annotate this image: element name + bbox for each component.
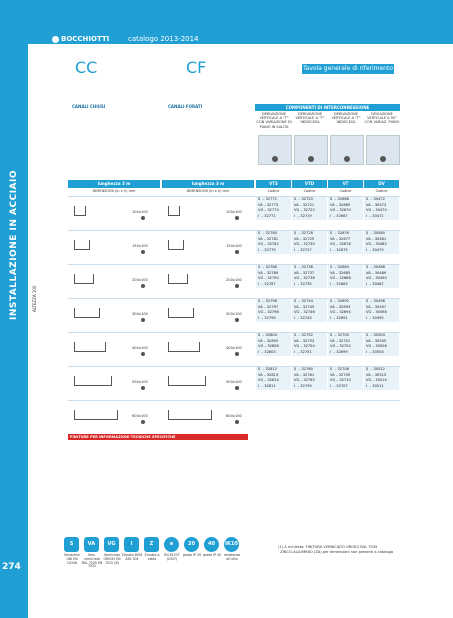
cert-icon xyxy=(141,250,145,254)
finish-badge: I xyxy=(124,537,139,552)
code-cell-vts: S – 32788 VA – 32789 VG – 32790 I – 32787 xyxy=(258,265,279,286)
finish-badge: Z xyxy=(144,537,159,552)
col-header-lunghezza-cc: lunghezza 3 m xyxy=(68,180,160,188)
code-cell-vt: S – 32708 VA – 32709 VG – 32710 I – 32707 xyxy=(330,367,351,388)
dim-cf: 600x100 xyxy=(226,414,242,418)
dim-cf: 500x100 xyxy=(226,380,242,384)
code-cell-vts: S – 32812 VA – 32813 VG – 32814 I – 32811 xyxy=(258,367,279,388)
derivation-label: DERIVAZIONE VERTICALE A "T" CON VARIAZIONE DI PIANO IN SALITA xyxy=(256,112,292,129)
code-cell-dv: S – 30512 VA – 30513 VG – 30514 I – 30511 xyxy=(366,367,387,388)
channel-cf-drawing xyxy=(168,308,194,318)
sub-header-codice: Codice xyxy=(339,189,352,193)
catalog-label: catalogo 2013-2014 xyxy=(128,35,199,43)
bottom-note: (1) A richiesta: FINITURA VERNICIATO GRIGIO RAL 7035 ZINCO-ALLUMINIO (ZA) per dimensioni non presenti a catalogo xyxy=(278,545,394,554)
channel-cc-drawing xyxy=(74,376,112,386)
cert-icon xyxy=(235,216,239,220)
channel-cf-drawing xyxy=(168,274,188,284)
code-cell-vtd: S – 32720 VA – 32721 VG – 32722 I – 32719 xyxy=(294,197,315,218)
cert-icon xyxy=(235,250,239,254)
col-header-lunghezza-cf: lunghezza 3 m xyxy=(162,180,254,188)
channel-cf-drawing xyxy=(168,240,184,250)
cert-icon xyxy=(308,156,314,162)
cert-icon xyxy=(272,156,278,162)
cert-icon xyxy=(141,420,145,424)
cert-icon xyxy=(235,420,239,424)
code-cell-vts: S – 32780 VA – 32781 VG – 32782 I – 32779 xyxy=(258,231,279,252)
derivation-label: DERIVAZIONE VERTICALE A "T" INDISCESA xyxy=(331,112,361,125)
tavola-button[interactable]: Tavola generale di riferimento xyxy=(302,65,394,72)
finish-label: Verniciato GRIGIO EN 7032 (B) xyxy=(103,553,121,565)
code-cell-dv: S – 30472 VA – 30473 VG – 30474 I – 30471 xyxy=(366,197,387,218)
code-cell-vtd: S – 32752 VA – 32753 VG – 32754 I – 32751 xyxy=(294,333,315,354)
code-cell-vtd: S – 32736 VA – 32737 VG – 32738 I – 32735 xyxy=(294,265,315,286)
finish-label: grado IP 20 xyxy=(182,553,202,557)
code-cell-vtd: S – 32760 VA – 32761 VG – 32762 I – 32759 xyxy=(294,367,315,388)
sub-header-codice: Codice xyxy=(375,189,388,193)
brand-icon xyxy=(52,36,59,43)
channel-cc-drawing xyxy=(74,206,86,216)
code-cell-vtd: S – 32728 VA – 32729 VG – 32730 I – 32727 xyxy=(294,231,315,252)
finiture-footnote: FINITURE PER INFORMAZIONI TECNICHE SPECIFICHE xyxy=(68,434,248,440)
finish-badge: VA xyxy=(84,537,99,552)
channel-cf-drawing xyxy=(168,206,180,216)
cert-icon xyxy=(344,156,350,162)
dim-cf: 150x100 xyxy=(226,244,242,248)
cert-icon xyxy=(380,156,386,162)
derivation-image xyxy=(294,135,328,165)
finish-badge: ⊕ xyxy=(164,537,179,552)
dim-cf: 200x100 xyxy=(226,278,242,282)
derivation-label: DEVIAZIONE VERTICALE A 90° CON VARIAZ. PIANO xyxy=(364,112,400,125)
channel-cc-drawing xyxy=(74,342,106,352)
code-cell-vt: S – 32684 VA – 32685 VG – 32686 I – 32683 xyxy=(330,265,351,286)
code-cell-dv: S – 30496 VA – 30497 VG – 30498 I – 30495 xyxy=(366,299,387,320)
sub-header-codice: Codice xyxy=(303,189,316,193)
sub-header-codice: Codice xyxy=(267,189,280,193)
dim-cc: 100x100 xyxy=(132,210,148,214)
finish-label: Vern. verniciato RAL 7035 EN 7032 xyxy=(81,553,103,569)
channel-cc-drawing xyxy=(74,274,94,284)
code-cell-vt: S – 32692 VA – 32693 VG – 32694 I – 32691 xyxy=(330,299,351,320)
finish-badge: VG xyxy=(104,537,119,552)
page-number: 274 xyxy=(2,562,21,572)
cert-icon xyxy=(141,352,145,356)
sub-header-dim-cf: DIMENSIONI (In x h) mm xyxy=(186,189,230,193)
dim-cc: 200x100 xyxy=(132,278,148,282)
dim-cf: 300x100 xyxy=(226,312,242,316)
channel-cf-drawing xyxy=(168,410,212,420)
cert-icon xyxy=(141,216,145,220)
finish-label: EN 61537 (2007) xyxy=(164,553,180,561)
dim-cc: 500x100 xyxy=(132,380,148,384)
finish-badge: IK10 xyxy=(224,537,239,552)
col-header-vt: VT xyxy=(328,180,363,188)
code-cf-title: CF xyxy=(186,58,207,77)
code-cell-vts: S – 32804 VA – 32805 VG – 32806 I – 32803 xyxy=(258,333,279,354)
finish-badge: 40 xyxy=(204,537,219,552)
finish-label: Zincato a caldo xyxy=(144,553,160,561)
finish-badge: 20 xyxy=(184,537,199,552)
code-cell-dv: S – 30480 VA – 30481 VG – 30482 I – 30479 xyxy=(366,231,387,252)
code-cell-vtd: S – 32744 VA – 32745 VG – 32746 I – 32743 xyxy=(294,299,315,320)
cert-icon xyxy=(141,284,145,288)
channel-cc-drawing xyxy=(74,308,100,318)
sidebar xyxy=(0,0,28,618)
code-cell-vt: S – 32676 VA – 32677 VG – 32678 I – 32675 xyxy=(330,231,351,252)
components-header: COMPONENTI DI INTERCONNESSIONE xyxy=(255,104,400,111)
channel-cc-drawing xyxy=(74,410,118,420)
derivation-image xyxy=(366,135,400,165)
dim-cc: 600x100 xyxy=(132,414,148,418)
col-header-vtd: VTD xyxy=(292,180,327,188)
dim-cf: 400x100 xyxy=(226,346,242,350)
finish-label: grado IP 40 xyxy=(202,553,222,557)
dim-cc: 300x100 xyxy=(132,312,148,316)
code-cell-vts: S – 32796 VA – 32797 VG – 32798 I – 32795 xyxy=(258,299,279,320)
cert-icon xyxy=(235,318,239,322)
code-cell-vts: S – 32772 VA – 32773 VG – 32774 I – 32771 xyxy=(258,197,279,218)
section-title: INSTALLAZIONE IN ACCIAIO xyxy=(9,169,19,321)
finish-label: resistenza all'urto xyxy=(223,553,241,561)
finish-label: Zincato INOX AISI 304 xyxy=(121,553,143,561)
channel-cc-drawing xyxy=(74,240,90,250)
code-cell-vt: S – 32668 VA – 32669 VG – 32670 I – 32667 xyxy=(330,197,351,218)
dim-cc: 400x100 xyxy=(132,346,148,350)
derivation-label: DERIVAZIONE VERTICALE A "T" INDISCESA xyxy=(295,112,325,125)
finish-badge: S xyxy=(64,537,79,552)
cert-icon xyxy=(235,386,239,390)
dim-cf: 100x100 xyxy=(226,210,242,214)
derivation-image xyxy=(258,135,292,165)
dim-cc: 150x100 xyxy=(132,244,148,248)
cert-icon xyxy=(141,386,145,390)
sub-header-dim-cc: DIMENSIONI (In x h) mm xyxy=(92,189,136,193)
channel-cf-drawing xyxy=(168,376,206,386)
altezza-label: ALTEZZA 100 xyxy=(32,285,37,312)
brand-logo: BOCCHIOTTI xyxy=(52,35,109,43)
col-header-vts: VTS xyxy=(256,180,291,188)
cert-icon xyxy=(141,318,145,322)
cert-icon xyxy=(235,284,239,288)
code-cell-dv: S – 30488 VA – 30489 VG – 30490 I – 30487 xyxy=(366,265,387,286)
col-header-dv: DV xyxy=(364,180,399,188)
finish-label: Sendzimir UNI EN 10346 xyxy=(64,553,80,565)
code-cell-vt: S – 32700 VA – 32701 VG – 32702 I – 32699 xyxy=(330,333,351,354)
header-bar xyxy=(28,0,453,44)
code-cc-title: CC xyxy=(75,58,98,77)
canali-chiusi-label: CANALI CHIUSI xyxy=(72,104,106,109)
derivation-image xyxy=(330,135,364,165)
channel-cf-drawing xyxy=(168,342,200,352)
code-cell-dv: S – 30504 VA – 30505 VG – 30506 I – 30503 xyxy=(366,333,387,354)
cert-icon xyxy=(235,352,239,356)
canali-forati-label: CANALI FORATI xyxy=(168,104,203,109)
